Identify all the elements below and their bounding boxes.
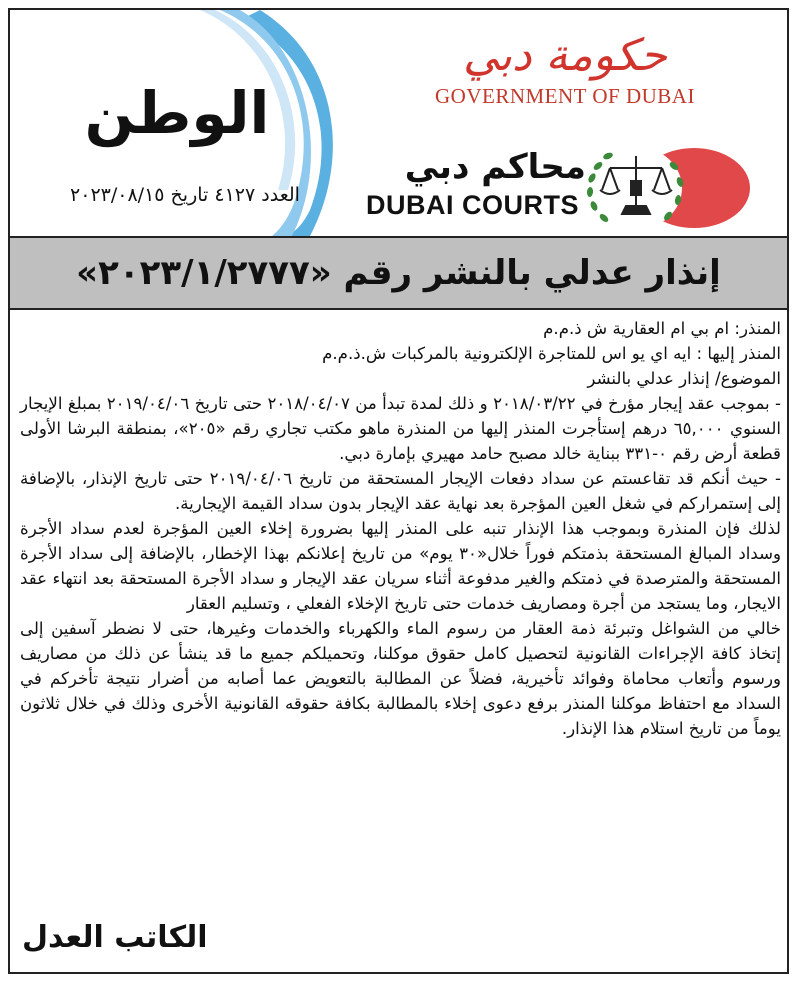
government-logo: [430, 32, 700, 132]
government-name-ar: حكومة دبي: [463, 30, 667, 81]
courts-logo: [366, 147, 586, 230]
notice-title-band: [10, 236, 787, 310]
header: [10, 10, 787, 236]
courts-name-en: DUBAI COURTS: [366, 190, 579, 220]
newspaper-masthead: [10, 10, 340, 236]
lease-paragraph: - بموجب عقد إيجار مؤرخ في ٢٠١٨/٠٣/٢٢ و ذلك لمدة تبدأ من ٢٠١٨/٠٤/٠٧ حتى تاريخ ٢٠١٩/٠٤/٠٦ بمبلغ الإيجار السنوي ٦٥,٠٠٠ درهم إستأجرت المنذر إليها من المنذرة ماهو مكتب تجاري رقم «٢٠٥»، بمنطقة البرشا الأولى قطعة أرض رقم ٠-٣٣١ ببناية خالد مصبح حامد مهيري بإمارة دبي.: [20, 394, 781, 463]
notice-title: إنذار عدلي بالنشر رقم «٢٠٢٣/١/٢٧٧٧»: [76, 253, 721, 293]
demand-paragraph: لذلك فإن المنذرة وبموجب هذا الإنذار تنبه على المنذر إليها بضرورة إخلاء العين المؤجرة لعدم سداد الأجرة وسداد المبالغ المستحقة بذمتكم فوراً خلال«٣٠ يوم» من تاريخ إعلانكم بهذا الإخطار، بالإضافة إلى سداد الأجرة المستحقة والمترصدة في ذمتكم والغير مدفوعة أثناء سريان عقد الإيجار و سداد الأجرة المستحقة بعد انتهاء عقد الايجار، وما يستجد من أجرة ومصاريف خدمات حتى تاريخ الإخلاء الفعلي ، وتسليم العقار: [20, 519, 781, 613]
courts-name-ar: محاكم دبي: [404, 147, 586, 187]
default-paragraph: - حيث أنكم قد تقاعستم عن سداد دفعات الإيجار المستحقة من تاريخ ٢٠١٩/٠٤/٠٦ حتى تاريخ الإنذار، بالإضافة إلى إستمراركم في شغل العين المؤجرة بعد نهاية عقد الإيجار بدون سداد القيمة الإيجارية.: [20, 469, 781, 513]
notice-body: [20, 316, 781, 741]
newspaper-name: الوطن: [84, 79, 270, 147]
issue-date-line: العدد ٤١٢٧ تاريخ ٢٠٢٣/٠٨/١٥: [70, 184, 300, 206]
government-name-en: GOVERNMENT OF DUBAI: [435, 84, 695, 109]
subject-line: الموضوع/ إنذار عدلي بالنشر: [587, 369, 781, 388]
notary-signature: الكاتب العدل: [22, 920, 208, 955]
courts-emblem-icon: [582, 142, 752, 232]
notifier-line: المنذر: ام بي ام العقارية ش ذ.م.م: [543, 319, 781, 338]
notice-frame: [8, 8, 789, 974]
notified-party-line: المنذر إليها : ايه اي يو اس للمتاجرة الإلكترونية بالمركبات ش.ذ.م.م: [322, 344, 781, 363]
consequences-paragraph: خالي من الشواغل وتبرئة ذمة العقار من رسوم الماء والكهرباء والخدمات وغيرها، حتى لا نضطر آسفين إلى إتخاذ كافة الإجراءات القانونية لتحصيل كامل حقوق موكلنا، وتحميلكم جميع ما قد ينشأ عن ذلك من مصاريف ورسوم وأتعاب محاماة وفوائد تأخيرية، فضلاً عن المطالبة بالتعويض عما أصابه من أضرار نتيجة تأخركم في السداد مع احتفاظ موكلنا المنذر برفع دعوى إخلاء بالمطالبة بكافة حقوقه القانونية الأخرى وذلك في خلال ثلاثون يوماً من تاريخ استلام هذا الإنذار.: [20, 619, 781, 738]
